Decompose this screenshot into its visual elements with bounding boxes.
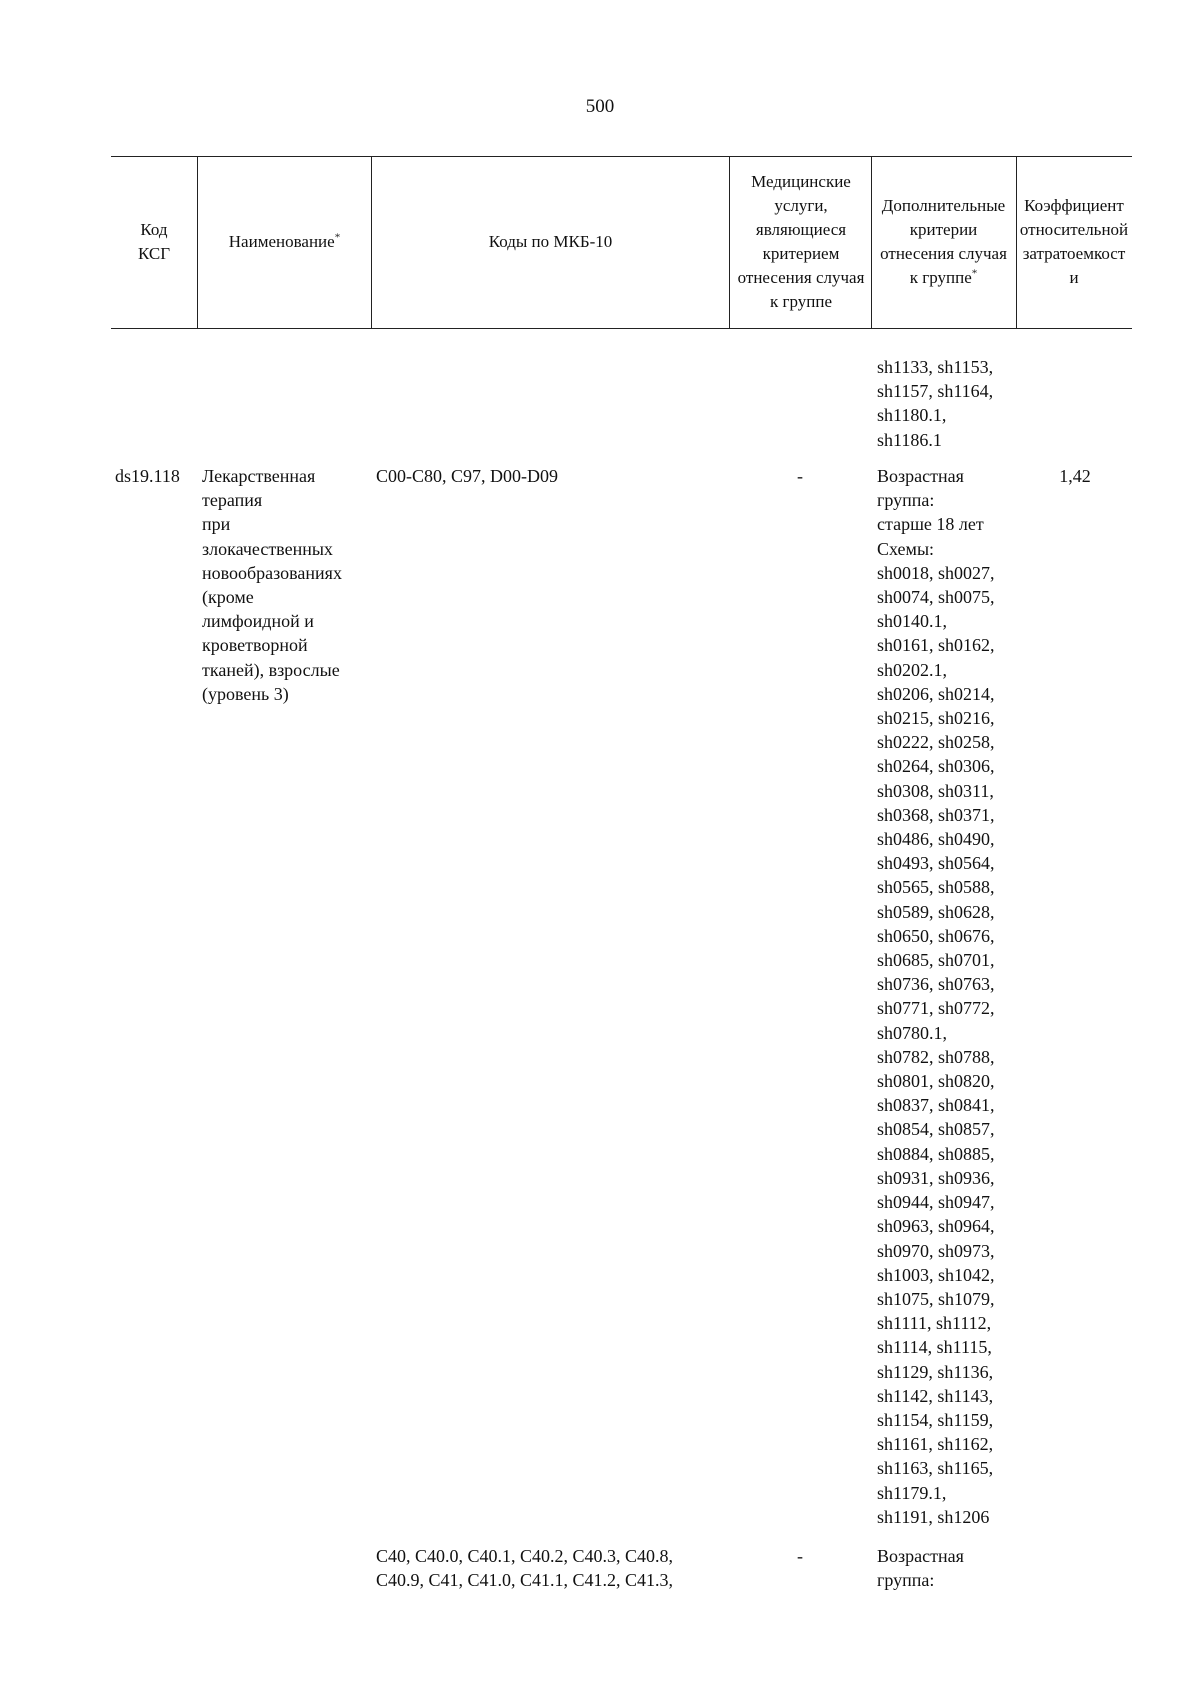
criteria-line: sh0161, sh0162, [877,635,995,656]
criteria-line: sh1114, sh1115, [877,1337,992,1358]
criteria-line: sh1161, sh1162, [877,1434,994,1455]
header-criteria [876,156,1011,328]
row-criteria [877,464,995,1529]
criteria-line: sh0837, sh0841, [877,1095,995,1116]
header-criteria-text: Дополнительные критерии отнесения случая к группе [880,196,1007,287]
footnote-mark: * [971,267,978,280]
criteria-line: sh1133, sh1153, [877,357,994,377]
criteria-line: sh1142, sh1143, [877,1385,994,1406]
criteria-line: sh0074, sh0075, [877,587,995,608]
name-line: лимфоидной и [202,611,314,632]
criteria-line: sh0368, sh0371, [877,804,995,825]
criteria-line: группа: [877,1570,935,1591]
criteria-line: sh0493, sh0564, [877,853,995,874]
criteria-line: sh0018, sh0027, [877,562,995,583]
criteria-line: sh1075, sh1079, [877,1288,995,1309]
criteria-line: sh0308, sh0311, [877,780,994,801]
header-divider [871,156,872,329]
row-services: - [797,466,803,486]
header-code [131,156,177,328]
header-bottom-rule [111,328,1132,329]
criteria-line: sh0202.1, [877,659,948,680]
row-icd-codes [376,464,558,488]
criteria-line: sh1191, sh1206 [877,1506,990,1527]
header-coefficient [1019,156,1129,328]
icd-line: C40, C40.0, C40.1, C40.2, C40.3, C40.8, [376,1546,674,1566]
criteria-line: sh0650, sh0676, [877,925,995,946]
criteria-line: sh0884, sh0885, [877,1143,995,1164]
name-line: (уровень 3) [202,683,289,704]
criteria-line: sh0736, sh0763, [877,974,995,995]
criteria-line: sh0565, sh0588, [877,877,995,898]
criteria-line: Возрастная [877,466,964,486]
criteria-line: Возрастная [877,1546,964,1566]
header-icd [372,156,729,328]
criteria-line: sh1154, sh1159, [877,1409,994,1430]
table-row-continuation [877,355,993,452]
name-line: тканей), взрослые [202,659,340,680]
row-coefficient: 1,42 [1059,466,1091,486]
criteria-line: sh0854, sh0857, [877,1119,995,1140]
criteria-line: sh0140.1, [877,611,948,632]
icd-line: C40.9, C41, C41.0, C41.1, C41.2, C41.3, [376,1570,674,1591]
header-services [736,156,866,328]
header-code-text: Код КСГ [137,220,171,263]
criteria-line: sh1163, sh1165, [877,1458,994,1479]
criteria-line: sh0780.1, [877,1022,948,1043]
criteria-line: sh0970, sh0973, [877,1240,995,1261]
name-line: злокачественных [202,538,333,559]
criteria-line: sh0206, sh0214, [877,683,995,704]
criteria-line: sh1179.1, [877,1482,947,1503]
icd-line: C00-C80, C97, D00-D09 [376,466,559,486]
name-line: терапия [202,490,263,511]
criteria-line: sh0771, sh0772, [877,998,995,1019]
criteria-line: sh0264, sh0306, [877,756,995,777]
criteria-line: sh0801, sh0820, [877,1071,995,1092]
header-icd-text: Коды по МКБ-10 [488,232,613,251]
row-criteria [877,1544,964,1592]
criteria-line: sh0782, sh0788, [877,1046,995,1067]
criteria-line: Схемы: [877,538,935,559]
header-divider [1016,156,1017,329]
criteria-line: sh1129, sh1136, [877,1361,994,1382]
criteria-line: sh1157, sh1164, [877,381,994,402]
criteria-line: старше 18 лет [877,514,984,535]
name-line: Лекарственная [202,466,316,486]
criteria-line: sh0963, sh0964, [877,1216,995,1237]
footnote-mark: * [334,231,341,244]
name-line: кроветворной [202,635,308,656]
criteria-line: sh1111, sh1112, [877,1313,992,1334]
row-name [202,464,342,706]
row-services: - [797,1546,803,1566]
criteria-line: sh1180.1, [877,405,947,426]
criteria-line: sh1186.1 [877,429,942,450]
header-divider [729,156,730,329]
criteria-line: sh0944, sh0947, [877,1192,995,1213]
header-name-text: Наименование [228,232,335,251]
name-line: новообразованиях [202,562,342,583]
header-name [198,156,371,328]
criteria-line: sh0222, sh0258, [877,732,995,753]
criteria-line: sh1003, sh1042, [877,1264,995,1285]
criteria-line: sh0589, sh0628, [877,901,995,922]
criteria-line: sh0931, sh0936, [877,1167,995,1188]
header-services-text: Медицинские услуги, являющиеся критерием отнесения случая к группе [737,172,865,311]
row-icd-codes [376,1544,673,1592]
header-coefficient-text: Коэффициент относительной затратоемкости [1019,196,1129,287]
page-number: 500 [585,96,615,117]
criteria-line: sh0215, sh0216, [877,708,995,729]
name-line: (кроме [202,587,254,608]
criteria-line: sh0486, sh0490, [877,829,995,850]
criteria-line: sh0685, sh0701, [877,950,995,971]
row-code: ds19.118 [115,466,180,486]
criteria-line: группа: [877,490,935,511]
name-line: при [202,514,231,535]
